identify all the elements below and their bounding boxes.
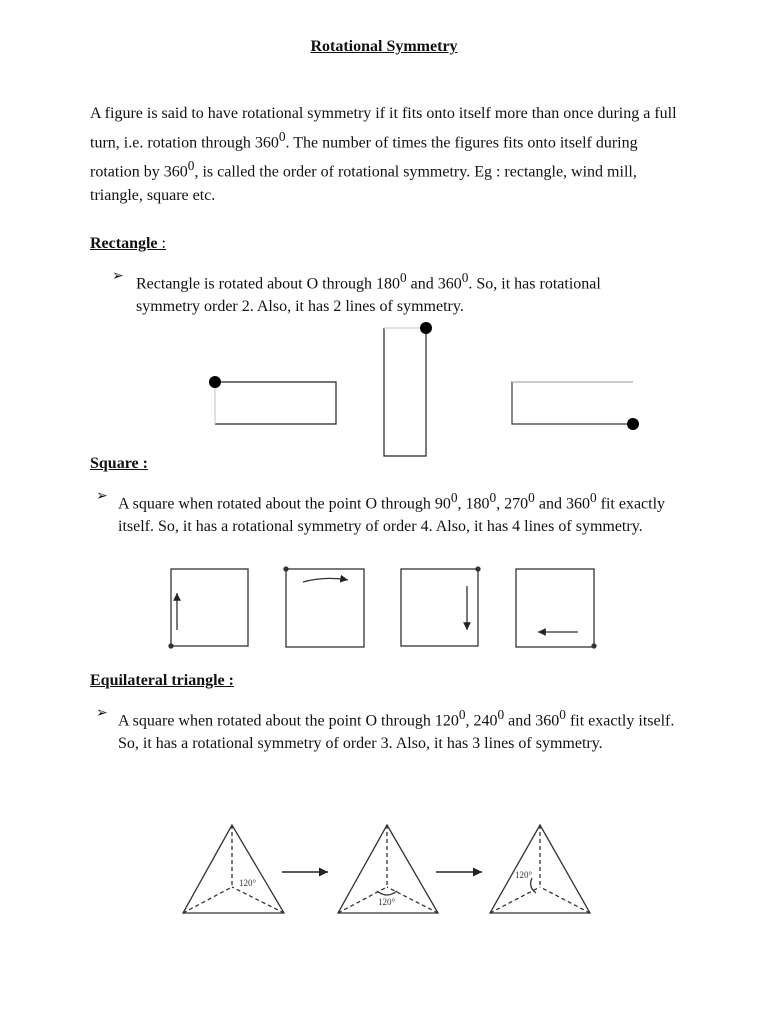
sq-text-1: A square when rotated about the point O through 90 [118,495,451,513]
rect-text-c: . So, it has rotational symmetry order 2. Also, it has 2 lines of symmetry. [136,275,601,316]
angle-label: 120° [239,878,257,888]
tri-sup-1: 0 [458,707,466,722]
tri-text-3: and 360 [504,712,560,730]
page-title: Rotational Symmetry [310,38,458,55]
rect-vertex-dot [209,376,221,388]
rect-sup-b: 0 [461,270,469,285]
sq-sup-4: 0 [589,490,597,505]
square-figure-1 [169,569,248,648]
tri-text-2: , 240 [465,712,498,730]
intro-sup-2: 0 [187,158,195,174]
rect-vertex-dot [420,322,432,334]
bullet-arrow-icon: ➢ [96,706,108,721]
rectangle-figure-1 [209,376,336,424]
angle-label: 120° [378,897,396,907]
intro-sup-1: 0 [278,129,286,144]
angle-label: 120° [515,870,533,880]
rectangle-heading-text: Rectangle [90,235,158,252]
rectangle-figure-3 [512,382,639,430]
intro-text-3: , is called the order of rotational symmetry. Eg : rectangle, wind mill, triangle, square etc. [90,163,637,204]
tri-sup-2: 0 [497,707,505,722]
intro-text-2: . The number of times the figures fits onto itself during rotation by 360 [90,134,638,181]
square-heading: Square : [90,455,148,472]
triangle-heading: Equilateral triangle : [90,672,234,689]
intro-text-1: A figure is said to have rotational symmetry if it fits onto itself more than once during a full turn, i.e. rotation through 360 [90,105,677,152]
sq-sup-3: 0 [528,490,535,505]
square-figure-4 [516,569,596,648]
rotation-arrow-icon [303,578,348,582]
square-figure-3 [401,567,480,646]
sq-text-5: fit exactly itself. So, it has a rotational symmetry of order 4. Also, it has 4 lines of symmetry. [118,495,666,536]
tri-sup-3: 0 [559,707,566,722]
rectangle-figure-2 [384,322,432,456]
rect-text-a: Rectangle is rotated about O through 180 [136,275,400,293]
sq-text-3: , 270 [496,495,529,513]
rect-text-b: and 360 [406,275,462,293]
rect-vertex-dot [627,418,639,430]
triangle-figure-1 [183,825,284,913]
sq-sup-2: 0 [489,490,497,505]
triangle-figure-3 [490,825,590,913]
rect-sup-a: 0 [399,270,407,285]
rectangle-heading-colon: : [157,235,166,252]
bullet-arrow-icon: ➢ [96,489,108,504]
square-figure-2 [284,567,364,647]
sq-text-2: , 180 [457,495,490,513]
tri-text-1: A square when rotated about the point O through 120 [118,712,459,730]
bullet-arrow-icon: ➢ [112,269,124,284]
sq-sup-1: 0 [450,490,458,505]
tri-text-4: fit exactly itself. So, it has a rotational symmetry of order 3. Also, it has 3 lines of symmetry. [118,712,675,753]
sq-text-4: and 360 [534,495,590,513]
